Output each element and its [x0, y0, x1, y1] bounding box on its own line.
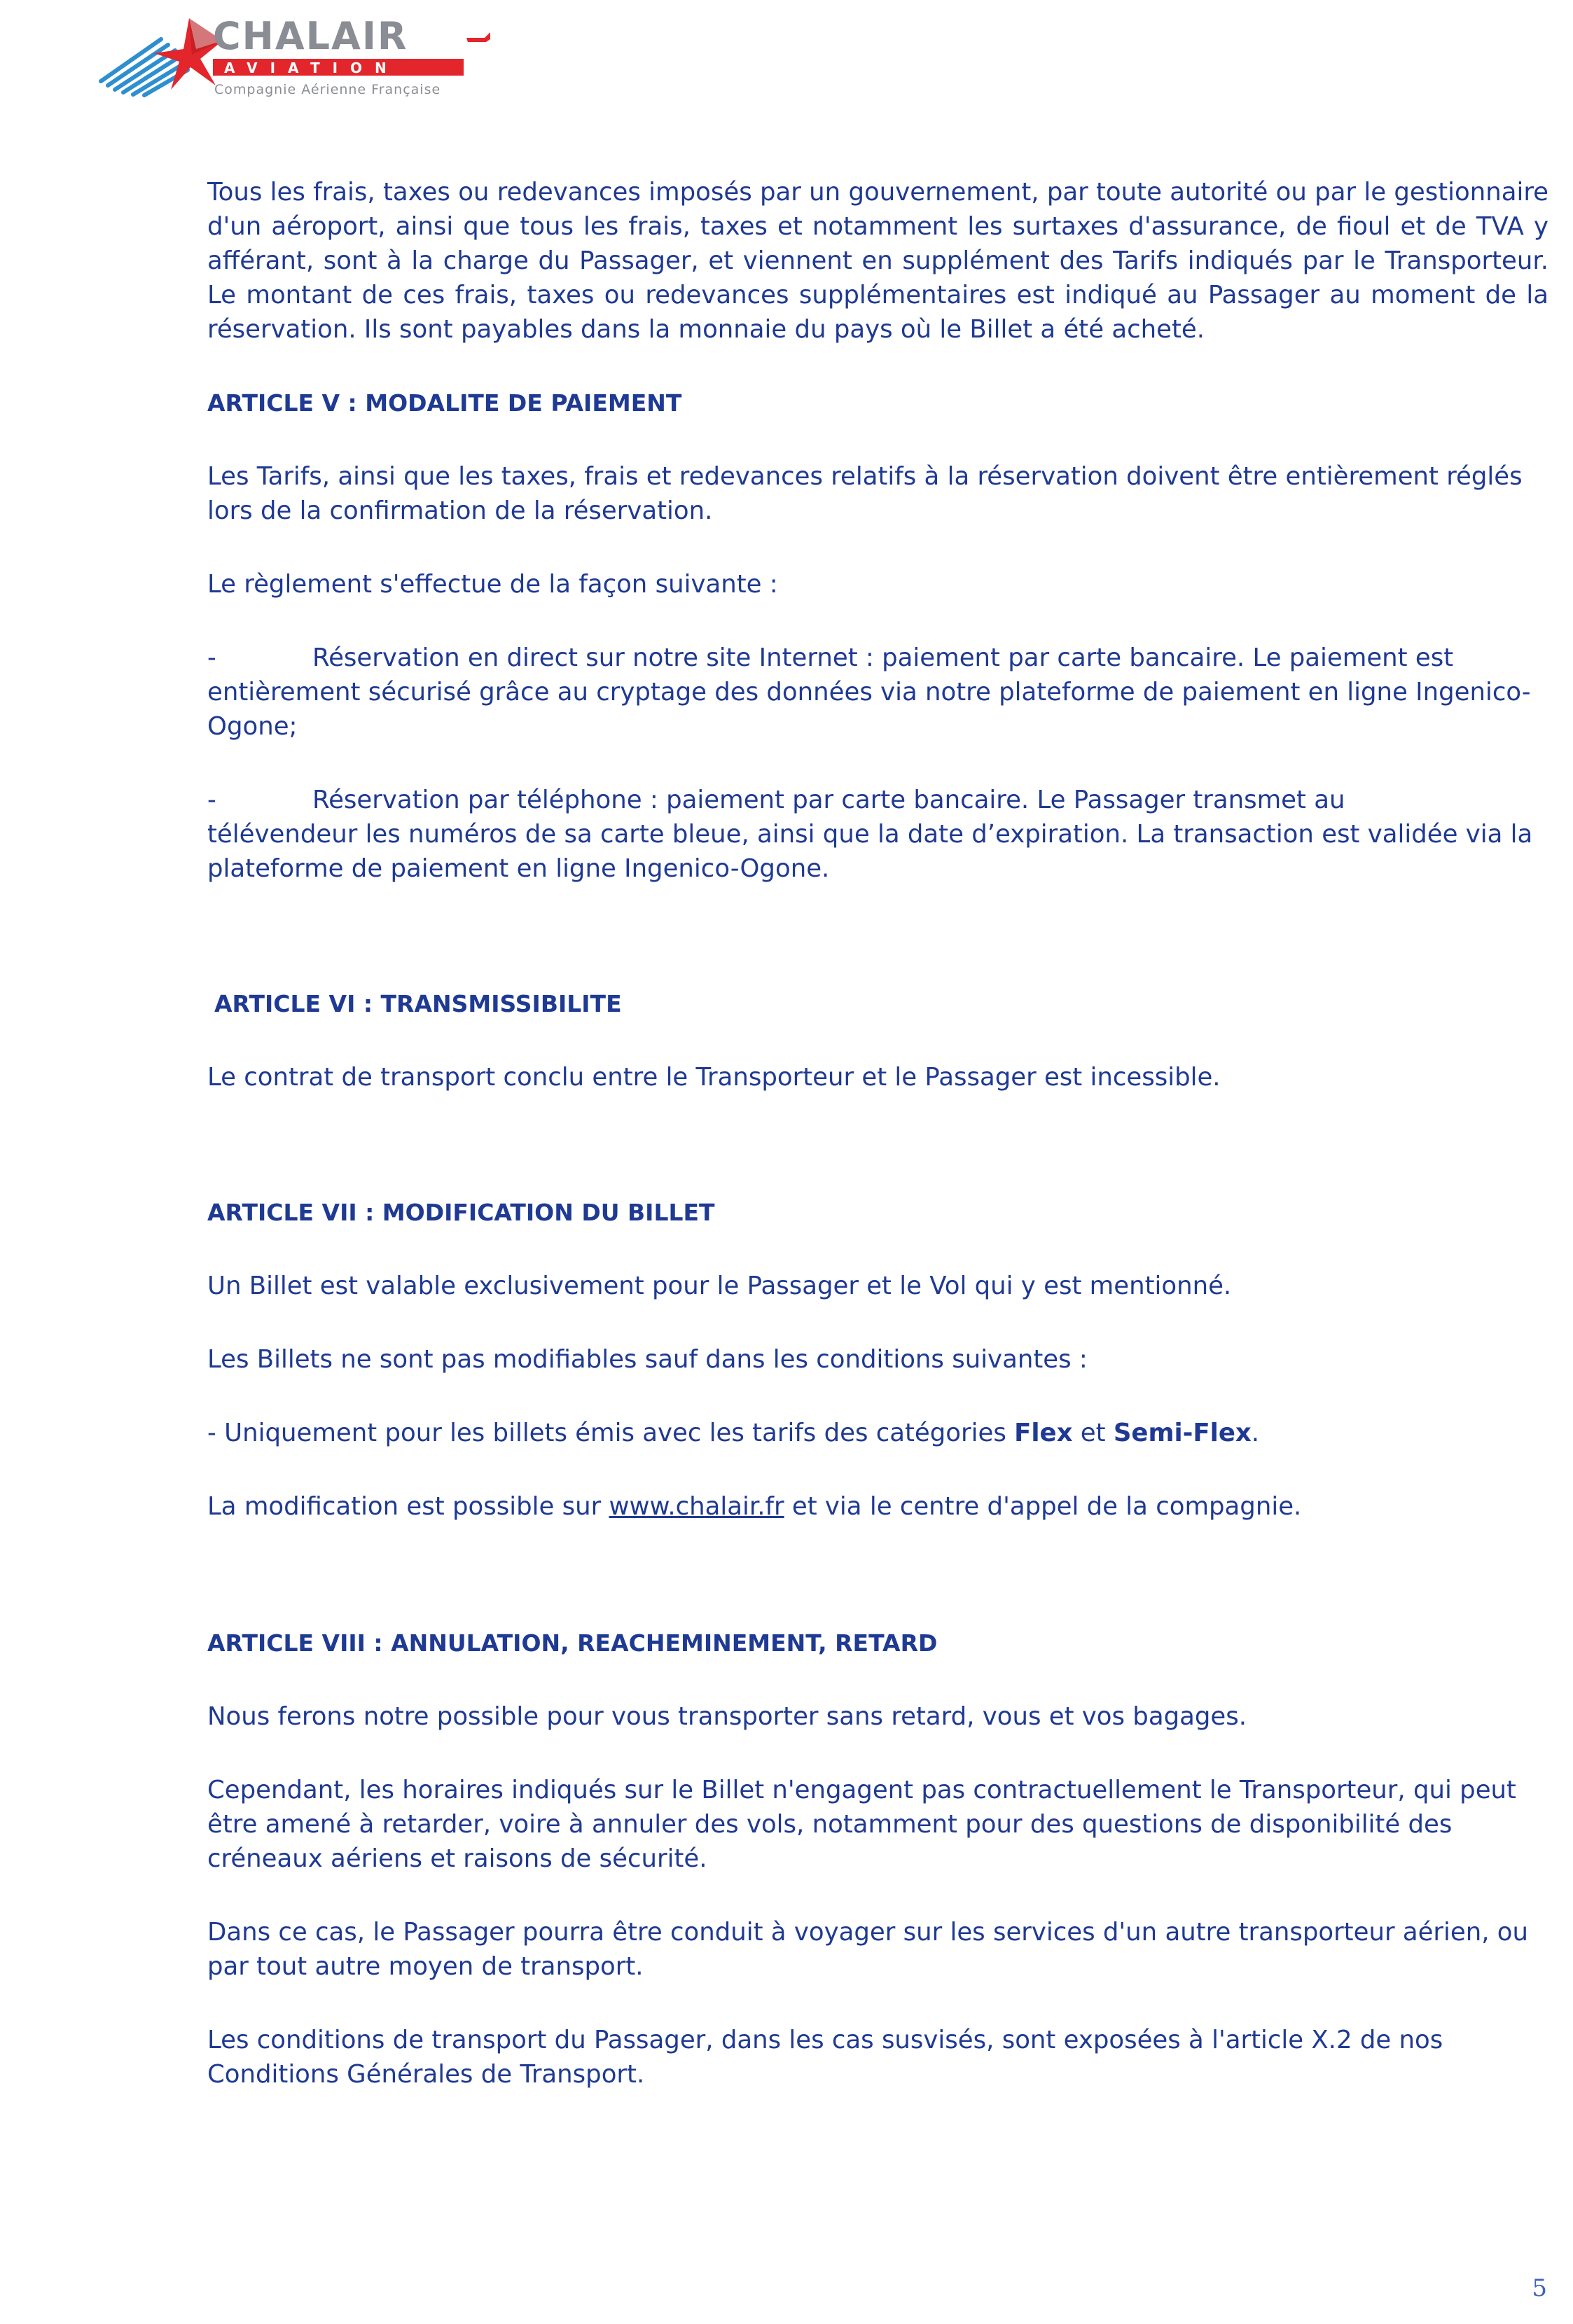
- logo-sub: AVIATION: [224, 60, 399, 76]
- article-7-heading: ARTICLE VII : MODIFICATION DU BILLET: [207, 1199, 715, 1226]
- bullet-dash: -: [207, 786, 216, 814]
- document-body: [207, 175, 1548, 2131]
- bullet-dash: -: [207, 643, 216, 672]
- article-7-paragraph-1: Un Billet est valable exclusivement pour le Passager et le Vol qui y est mentionné.: [207, 1272, 1232, 1300]
- page-number: 5: [1532, 2274, 1547, 2302]
- bullet-1-rest: entièrement sécurisé grâce au cryptage des données via notre plateforme de paiement en ligne Ingenico-Ogone;: [207, 678, 1531, 741]
- chalair-logo: [98, 13, 490, 101]
- article-5-paragraph-2: Le règlement s'effectue de la façon suivante :: [207, 570, 778, 599]
- article-8-paragraph-2: Cependant, les horaires indiqués sur le Billet n'engagent pas contractuellement le Transporteur, qui peut être amené à retarder, voire à annuler des vols, notamment pour des questions de disponibilité des créneaux aériens et raisons de sécurité.: [207, 1776, 1516, 1873]
- article-7-paragraph-3: [207, 1416, 1548, 1450]
- intro-paragraph: Tous les frais, taxes ou redevances imposés par un gouvernement, par toute autorité ou par le gestionnaire d'un aéroport, ainsi que tous les frais, taxes et notamment les surtaxes d'assurance, de fioul et de TVA y afférant, sont à la charge du Passager, et viennent en supplément des Tarifs indiqués par le Transporteur. Le montant de ces frais, taxes ou redevances supplémentaires est indiqué au Passager au moment de la réservation. Ils sont payables dans la monnaie du pays où le Billet a été acheté.: [207, 178, 1548, 344]
- bullet-1-first-line: Réservation en direct sur notre site Internet : paiement par carte bancaire. Le paiement est: [312, 643, 1454, 672]
- logo-word: CHALAIR: [213, 14, 408, 58]
- logo-tagline: Compagnie Aérienne Française: [214, 82, 441, 97]
- bullet-2-rest: télévendeur les numéros de sa carte bleue, ainsi que la date d’expiration. La transaction est validée via la plateforme de paiement en ligne Ingenico-Ogone.: [207, 820, 1533, 883]
- p3-text: - Uniquement pour les billets émis avec les tarifs des catégories: [207, 1419, 1015, 1447]
- p4-text-end: et via le centre d'appel de la compagnie.: [784, 1492, 1302, 1521]
- bullet-2-first-line: Réservation par téléphone : paiement par carte bancaire. Le Passager transmet au: [312, 786, 1345, 814]
- article-5-bullet-1: [207, 641, 1548, 744]
- article-6-heading: ARTICLE VI : TRANSMISSIBILITE: [214, 990, 622, 1017]
- p4-text: La modification est possible sur: [207, 1492, 609, 1521]
- article-5-paragraph-1: Les Tarifs, ainsi que les taxes, frais et redevances relatifs à la réservation doivent être entièrement réglés lors de la confirmation de la réservation.: [207, 462, 1523, 525]
- article-7-paragraph-4: [207, 1489, 1548, 1524]
- article-8-paragraph-4: Les conditions de transport du Passager, dans les cas susvisés, sont exposées à l'article X.2 de nos Conditions Générales de Transport.: [207, 2026, 1443, 2089]
- logo-swoosh-icon: [101, 39, 188, 95]
- article-5-heading: ARTICLE V : MODALITE DE PAIEMENT: [207, 389, 682, 417]
- article-6-paragraph-1: Le contrat de transport conclu entre le Transporteur et le Passager est incessible.: [207, 1063, 1221, 1092]
- article-8-paragraph-1: Nous ferons notre possible pour vous transporter sans retard, vous et vos bagages.: [207, 1702, 1247, 1731]
- p3-text-mid: et: [1072, 1419, 1114, 1447]
- article-8-heading: ARTICLE VIII : ANNULATION, REACHEMINEMENT, RETARD: [207, 1629, 938, 1657]
- article-7-paragraph-2: Les Billets ne sont pas modifiables sauf dans les conditions suivantes :: [207, 1345, 1088, 1374]
- chalair-website-link[interactable]: www.chalair.fr: [609, 1492, 784, 1521]
- semi-flex-keyword: Semi-Flex: [1113, 1419, 1252, 1447]
- flex-keyword: Flex: [1014, 1419, 1073, 1447]
- p3-text-end: .: [1251, 1419, 1260, 1447]
- article-5-bullet-2: [207, 783, 1548, 886]
- logo-plane-icon: [466, 32, 490, 42]
- article-8-paragraph-3: Dans ce cas, le Passager pourra être conduit à voyager sur les services d'un autre transporteur aérien, ou par tout autre moyen de transport.: [207, 1918, 1529, 1981]
